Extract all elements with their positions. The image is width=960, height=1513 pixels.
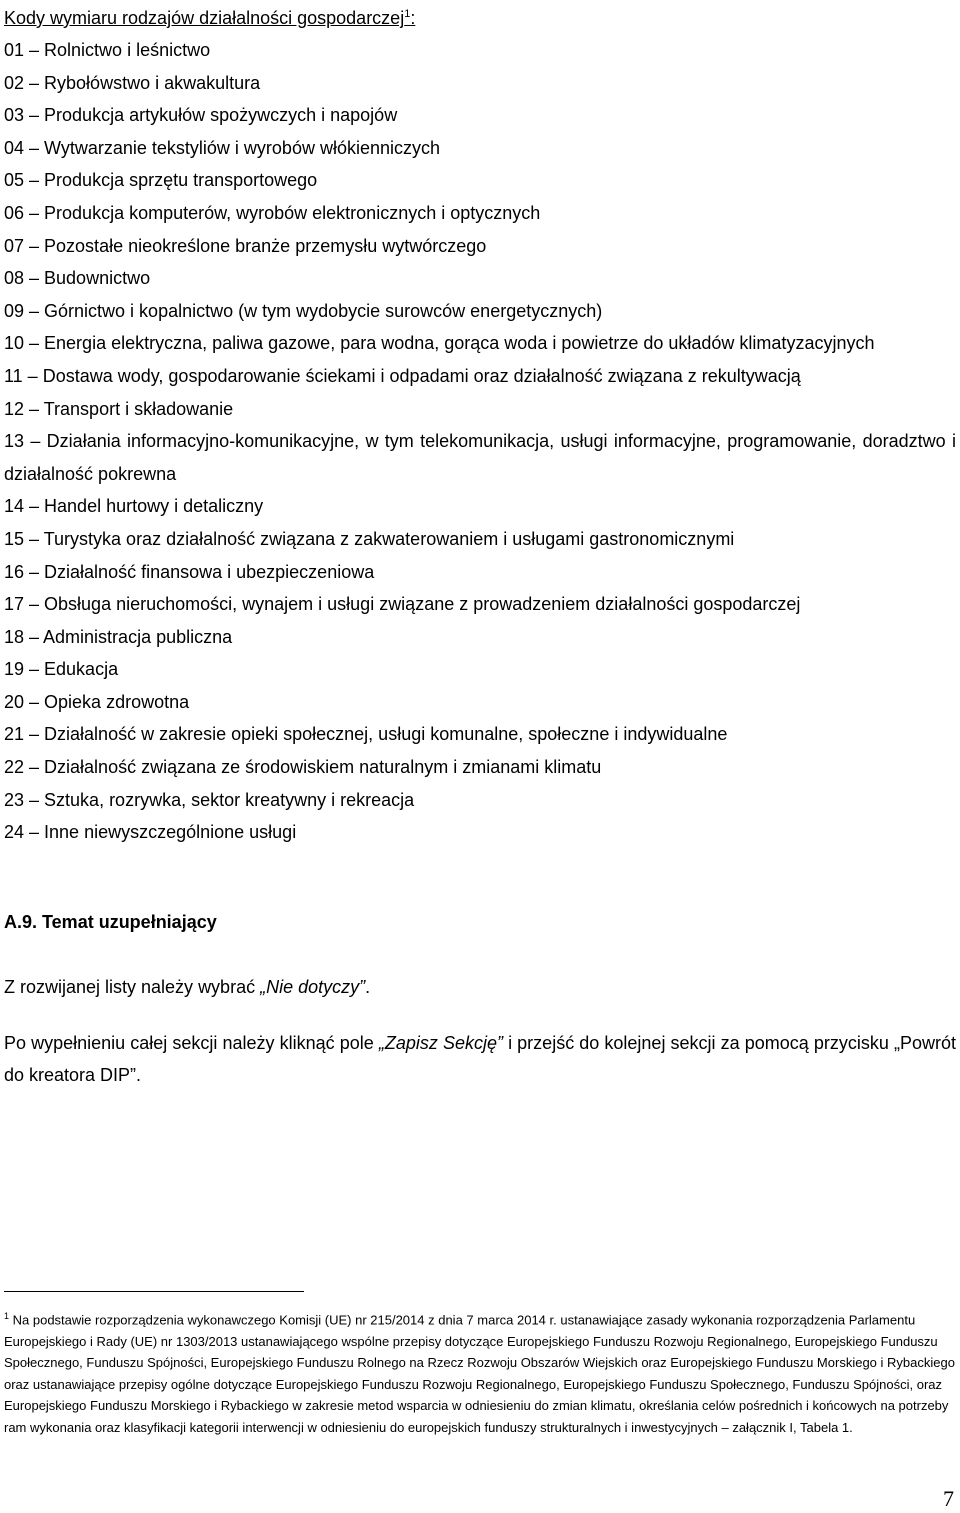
list-item: 24 – Inne niewyszczególnione usługi — [4, 822, 297, 843]
para1-option: „Nie dotyczy” — [260, 977, 366, 997]
footnote-number: 1 — [4, 1311, 10, 1321]
list-item: 10 – Energia elektryczna, paliwa gazowe, para wodna, gorąca woda i powietrze do układów klimatyzacyjnych — [4, 333, 875, 354]
para2-before: Po wypełnieniu całej sekcji należy kliknąć pole — [4, 1033, 379, 1053]
heading-suffix: : — [410, 8, 416, 28]
list-item: 07 – Pozostałe nieokreślone branże przemysłu wytwórczego — [4, 235, 487, 256]
para2-button-name: „Zapisz Sekcję” — [378, 1033, 503, 1053]
list-item: 11 – Dostawa wody, gospodarowanie ściekami i odpadami oraz działalność związana z rekultywacją — [4, 365, 801, 386]
section-title: A.9. Temat uzupełniający — [4, 912, 217, 932]
list-item: 09 – Górnictwo i kopalnictwo (w tym wydobycie surowców energetycznych) — [4, 300, 603, 321]
instruction-paragraph — [4, 974, 370, 1000]
list-item: 14 – Handel hurtowy i detaliczny — [4, 496, 264, 517]
footnote-ref[interactable]: 1 — [404, 8, 411, 20]
list-item: 19 – Edukacja — [4, 659, 119, 680]
save-instruction-paragraph — [4, 1027, 956, 1091]
list-item: 13 – Działania informacyjno-komunikacyjne, w tym telekomunikacja, usługi informacyjne, programowanie, doradztwo i działalność pokrewna — [4, 431, 956, 484]
list-item: 15 – Turystyka oraz działalność związana z zakwaterowaniem i usługami gastronomicznymi — [4, 528, 735, 549]
list-item: 16 – Działalność finansowa i ubezpieczeniowa — [4, 561, 375, 582]
codes-heading — [4, 2, 415, 30]
activity-codes-list — [4, 34, 956, 849]
para1-before: Z rozwijanej listy należy wybrać — [4, 977, 261, 997]
list-item: 02 – Rybołówstwo i akwakultura — [4, 72, 261, 93]
list-item: 18 – Administracja publiczna — [4, 626, 233, 647]
list-item: 20 – Opieka zdrowotna — [4, 691, 190, 712]
footnote-separator — [4, 1291, 304, 1292]
list-item: 23 – Sztuka, rozrywka, sektor kreatywny i rekreacja — [4, 789, 415, 810]
list-item: 17 – Obsługa nieruchomości, wynajem i usługi związane z prowadzeniem działalności gospodarczej — [4, 594, 801, 615]
list-item: 08 – Budownictwo — [4, 268, 151, 289]
list-item: 06 – Produkcja komputerów, wyrobów elektronicznych i optycznych — [4, 202, 541, 223]
para1-after: . — [365, 977, 371, 997]
list-item: 01 – Rolnictwo i leśnictwo — [4, 40, 211, 60]
para2-after: i przejść do kolejnej sekcji za pomocą przycisku „Powrót do kreatora DIP”. — [4, 1033, 956, 1085]
list-item: 21 – Działalność w zakresie opieki społecznej, usługi komunalne, społeczne i indywidualne — [4, 724, 728, 745]
list-item: 22 – Działalność związana ze środowiskiem naturalnym i zmianami klimatu — [4, 757, 602, 778]
page-number: 7 — [943, 1486, 954, 1511]
list-item: 03 – Produkcja artykułów spożywczych i napojów — [4, 105, 398, 126]
list-item: 05 – Produkcja sprzętu transportowego — [4, 170, 318, 191]
footnote — [4, 1306, 956, 1438]
list-item: 12 – Transport i składowanie — [4, 398, 234, 419]
heading-text: Kody wymiaru rodzajów działalności gospodarczej — [4, 8, 405, 28]
list-item: 04 – Wytwarzanie tekstyliów i wyrobów włókienniczych — [4, 137, 440, 158]
footnote-text: Na podstawie rozporządzenia wykonawczego Komisji (UE) nr 215/2014 z dnia 7 marca 2014 r. ustanawiające zasady wykonania rozporządzenia Parlamentu Europejskiego i Rady (UE) nr 1303/2013 ustanawiającego wspólne przepisy dotyczące Europejskiego Funduszu Rozwoju Regionalnego, Europejskiego Funduszu Społecznego, Funduszu Spójności, Europejskiego Funduszu Rolnego na Rzecz Rozwoju Obszarów Wiejskich oraz Europejskiego Funduszu Morskiego i Rybackiego oraz ustanawiające przepisy ogólne dotyczące Europejskiego Funduszu Rozwoju Regionalnego, Europejskiego Funduszu Społecznego, Funduszu Spójności, oraz Europejskiego Funduszu Morskiego i Rybackiego w zakresie metod wsparcia w odniesieniu do zmian klimatu, określania celów pośrednich i końcowych na potrzeby ram wykonania oraz klasyfikacji kategorii interwencji w odniesieniu do europejskich funduszy strukturalnych i inwestycyjnych – załącznik I, Tabela 1. — [4, 1312, 955, 1435]
